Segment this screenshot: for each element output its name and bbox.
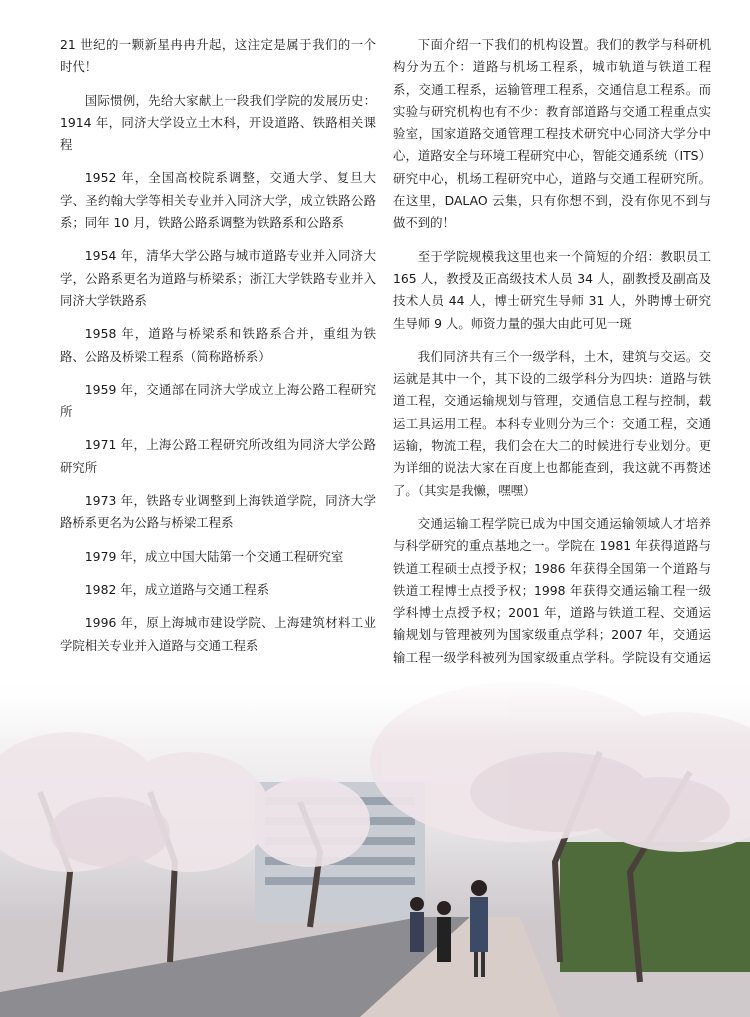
history-1954-paragraph: 1954 年，清华大学公路与城市道路专业并入同济大学，公路系更名为道路与桥梁系；浙江大学铁路专业并入同济大学铁路系 <box>60 248 376 308</box>
history-1971-paragraph: 1971 年，上海公路工程研究所改组为同济大学公路研究所 <box>60 437 376 475</box>
hedge <box>560 842 750 972</box>
history-1959-paragraph: 1959 年，交通部在同济大学成立上海公路工程研究所 <box>60 381 376 420</box>
organization-paragraph: 下面介绍一下我们的机构设置。我们的教学与科研机构分为五个：道路与机场工程系，城市轨道与铁道工程系，交通工程系，运输管理工程系，交通信息工程系。而实验与研究机构也有不少：教育部道路与交通工程重点实验室，国家道路交通管理工程技术研究中心同济大学分中心，道路安全与环境工程研究中心，智能交通系统（ITS）研究中心，机场工程研究中心，道路与交通工程研究所。在这里，DALAO 云集，只有你想不到，没有你见不到与做不到的！ <box>393 37 711 231</box>
history-1973-paragraph: 1973 年，铁路专业调整到上海铁道学院，同济大学路桥系更名为公路与桥梁工程系 <box>60 493 376 531</box>
achievements-paragraph: 交通运输工程学院已成为中国交通运输领域人才培养与科学研究的重点基地之一。学院在 1981 年获得道路与铁道工程硕士点授予权；1986 年获得全国第一个道路与铁道工程博士点授予权；1998 年获得交通运输工程一级学科博士点授予权；2001 年，道路与铁道工程、交通运输规划与管理被列为国家级重点学科；2007 年，交通运输工程一级学科被列为国家级重点学科。学院设有交通运 <box>393 515 711 665</box>
intro-paragraph: 21 世纪的一颗新星冉冉升起，这注定是属于我们的一个时代！ <box>60 37 376 75</box>
history-1996-paragraph: 1996 年，原上海城市建设学院、上海建筑材料工业学院相关专业并入道路与交通工程系 <box>60 615 376 653</box>
history-1958-paragraph: 1958 年，道路与桥梁系和铁路系合并，重组为铁路、公路及桥梁工程系（简称路桥系） <box>60 326 376 364</box>
history-1982-paragraph: 1982 年，成立道路与交通工程系 <box>84 581 269 597</box>
history-1952-paragraph: 1952 年，全国高校院系调整，交通大学、复旦大学、圣约翰大学等相关专业并入同济大学，成立铁路公路系；同年 10 月，铁路公路系调整为铁路系和公路系 <box>60 170 376 231</box>
history-intro-paragraph: 国际惯例，先给大家献上一段我们学院的发展历史：1914 年，同济大学设立土木科，开设道路、铁路相关课程 <box>60 92 376 153</box>
campus-cherry-blossom-photo <box>0 672 750 1017</box>
photo-top-fade <box>0 672 750 742</box>
scale-paragraph: 至于学院规模我这里也来一个简短的介绍：教职员工 165 人，教授及正高级技术人员 34 人，副教授及副高及技术人员 44 人，博士研究生导师 31 人，外聘博士研究生导师 9 人。师资力量的强大由此可见一斑 <box>393 248 711 331</box>
disciplines-paragraph: 我们同济共有三个一级学科，土木，建筑与交运。交运就是其中一个，其下设的二级学科分为四块：道路与铁道工程，交通运输规划与管理，交通信息工程与控制，载运工具运用工程。本科专业则分为三个：交通工程，交通运输，物流工程，我们会在大二的时候进行专业划分。更为详细的说法大家在百度上也都能查到，我这就不再赘述了。（其实是我懒，嘿嘿） <box>393 348 711 498</box>
history-1979-paragraph: 1979 年，成立中国大陆第一个交通工程研究室 <box>84 548 344 564</box>
